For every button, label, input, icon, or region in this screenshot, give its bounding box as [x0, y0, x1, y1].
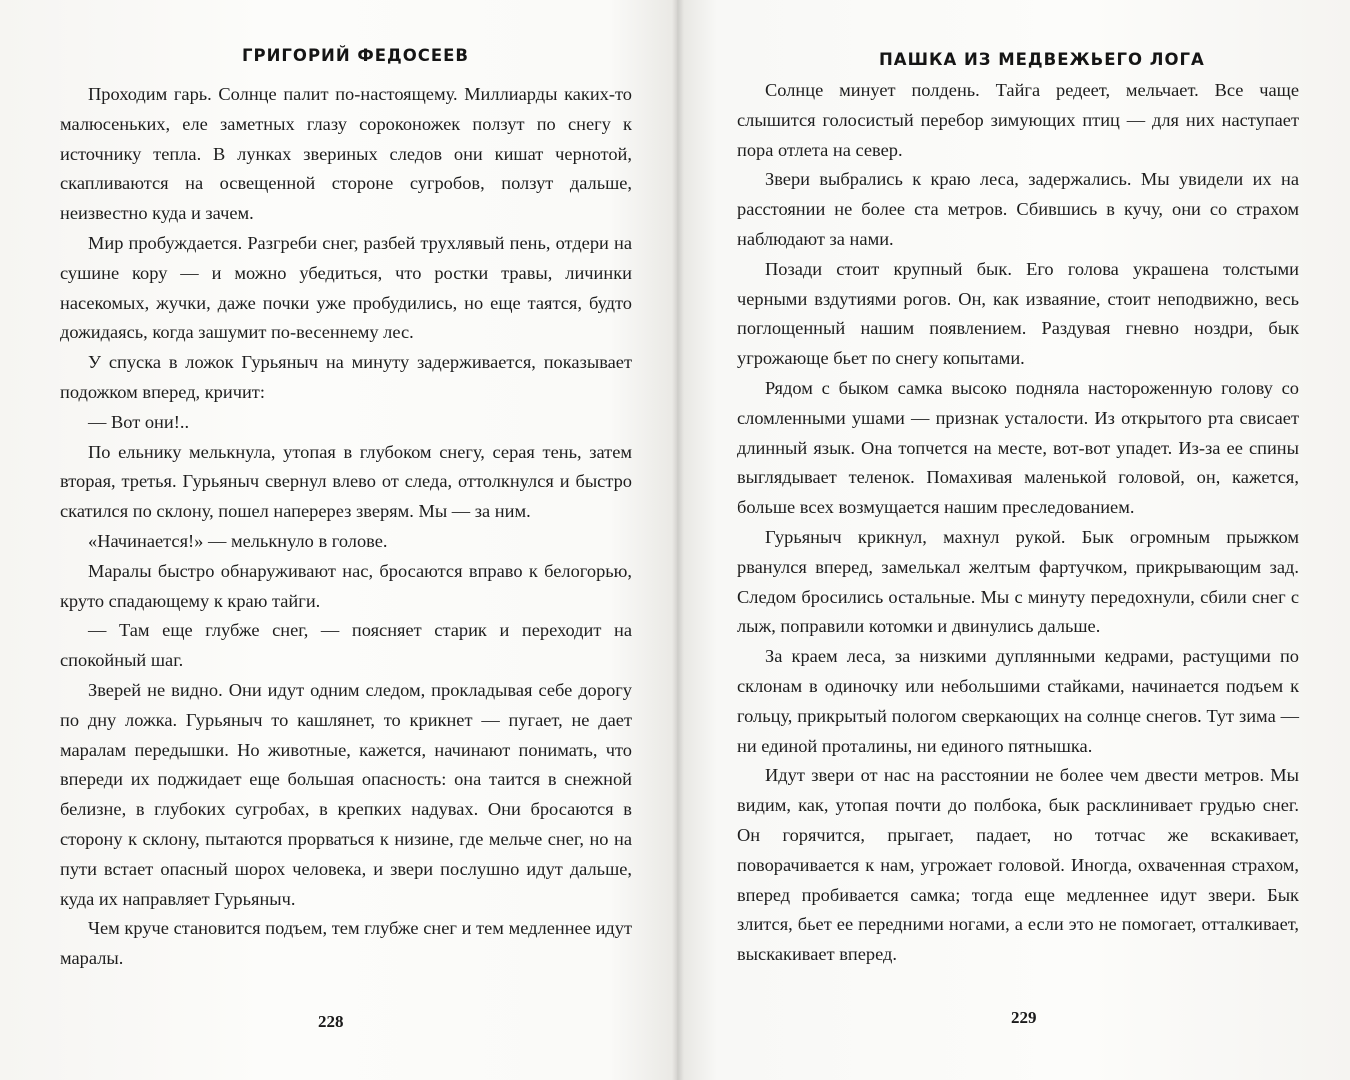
paragraph: Мир пробуждается. Разгреби снег, разбей трухлявый пень, отдери на сушине кору — и можно убедиться, что ростки травы, личинки насекомых, жучки, даже почки уже пробудились, но еще таятся, будто дожидаясь, когда зашумит по-весеннему лес.	[60, 232, 632, 343]
left-running-head: ГРИГОРИЙ ФЕДОСЕЕВ	[242, 46, 469, 65]
paragraph: Звери выбрались к краю леса, задержались. Мы увидели их на расстоянии не более ста метров. Сбившись в кучу, они со страхом наблюдают за нами.	[737, 169, 1299, 249]
paragraph: — Там еще глубже снег, — поясняет старик и переходит на спокойный шаг.	[60, 620, 632, 671]
paragraph: За краем леса, за низкими дуплянными кедрами, растущими по склонам в одиночку или небольшими стайками, начинается подъем к гольцу, прикрытый пологом сверкающих на солнце снегов. Тут зима — ни единой проталины, ни единого пятнышка.	[737, 646, 1299, 756]
book-gutter	[672, 0, 684, 1080]
paragraph: По ельнику мелькнула, утопая в глубоком снегу, серая тень, затем вторая, третья. Гурьяныч свернул влево от следа, оттолкнулся и быстро скатился по склону, пошел наперерез зверям. Мы — за ним.	[60, 441, 632, 522]
right-text-block	[737, 76, 1299, 970]
paragraph: «Начинается!» — мелькнуло в голове.	[88, 530, 388, 551]
right-running-head: ПАШКА ИЗ МЕДВЕЖЬЕГО ЛОГА	[879, 50, 1205, 69]
right-page-number: 229	[1011, 1008, 1037, 1027]
left-text-block	[60, 80, 632, 974]
paragraph: Чем круче становится подъем, тем глубже снег и тем медленнее идут маралы.	[60, 918, 632, 969]
paragraph: Зверей не видно. Они идут одним следом, прокладывая себе дорогу по дну ложка. Гурьяныч то кашлянет, то крикнет — пугает, не дает маралам передышки. Но животные, кажется, начинают понимать, что впереди их поджидает еще большая опасность: она таится в снежной белизне, в глубоких сугробах, в крепких надувах. Они бросаются в сторону к склону, пытаются прорваться к низине, где мельче снег, но на пути встает опасный шорох человека, и звери послушно идут дальше, куда их направляет Гурьяныч.	[60, 679, 632, 909]
paragraph: Солнце минует полдень. Тайга редеет, мельчает. Все чаще слышится голосистый перебор зимующих птиц — для них наступает пора отлета на север.	[737, 80, 1299, 160]
paragraph: — Вот они!..	[88, 411, 190, 432]
left-page-number: 228	[318, 1012, 344, 1031]
paragraph: Рядом с быком самка высоко подняла настороженную голову со сломленными ушами — признак усталости. Из открытого рта свисает длинный язык. Она топчется на месте, вот-вот упадет. Из-за ее спины выглядывает теленок. Помахивая маленькой головой, он, кажется, больше всех возмущается нашим преследованием.	[737, 377, 1299, 518]
paragraph: Гурьяныч крикнул, махнул рукой. Бык огромным прыжком рванулся вперед, замелькал желтым фартучком, прикрывающим зад. Следом бросились остальные. Мы с минуту передохнули, сбили снег с лыж, поправили котомки и двинулись дальше.	[737, 526, 1299, 637]
paragraph: У спуска в ложок Гурьяныч на минуту задерживается, показывает подожком вперед, кричит:	[60, 352, 632, 402]
paragraph: Проходим гарь. Солнце палит по-настоящему. Миллиарды каких-то малюсеньких, еле заметных глазу сороконожек ползут по снегу к источнику тепла. В лунках звериных следов они кишат чернотой, скапливаются на освещенной стороне сугробов, ползут дальше, неизвестно куда и зачем.	[60, 84, 632, 224]
paragraph: Позади стоит крупный бык. Его голова украшена толстыми черными вздутиями рогов. Он, как изваяние, стоит неподвижно, весь поглощенный нашим появлением. Раздувая гневно ноздри, бык угрожающе бьет по снегу копытами.	[737, 258, 1299, 369]
paragraph: Маралы быстро обнаруживают нас, бросаются вправо к белогорью, круто спадающему к краю тайги.	[60, 560, 632, 611]
paragraph: Идут звери от нас на расстоянии не более чем двести метров. Мы видим, как, утопая почти до полбока, бык расклинивает грудью снег. Он горячится, прыгает, падает, но тотчас же вскакивает, поворачивается к нам, угрожает головой. Иногда, охваченная страхом, вперед пробивается самка; тогда еще медленнее идут звери. Бык злится, бьет ее передними ногами, а если это не помогает, отталкивает, выскакивает вперед.	[737, 765, 1299, 965]
right-page	[677, 0, 1350, 1080]
